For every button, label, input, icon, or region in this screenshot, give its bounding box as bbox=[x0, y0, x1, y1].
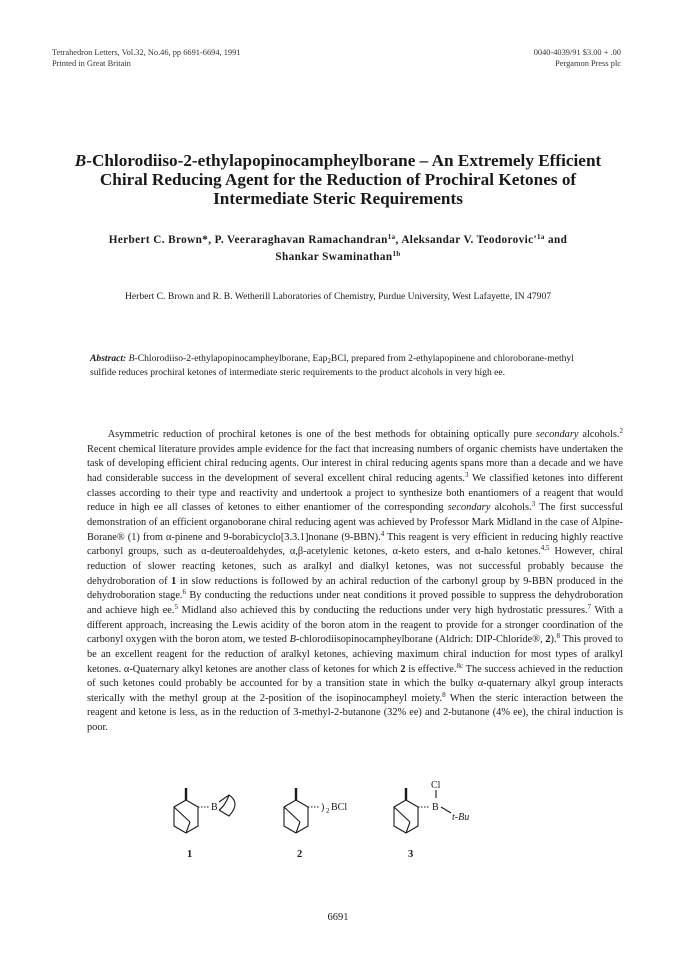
abstract bbox=[90, 352, 590, 381]
body-text: ). bbox=[550, 634, 557, 646]
author-list: Herbert C. Brown*, P. Veeraraghavan Ramachandran$^{1a}$, Aleksandar V. $Teodorovic'^{1a}$ and Shankar Swaminathan$^{1b}$ bbox=[108, 233, 568, 263]
body-italic: B bbox=[289, 634, 296, 646]
compound-label-3: 3 bbox=[408, 849, 414, 860]
body-text: Midland also achieved this by conducting the reductions under very high hydrostatic pressures. bbox=[177, 604, 588, 616]
struct3-boron: B bbox=[432, 802, 439, 813]
struct3-chlorine: Cl bbox=[431, 780, 441, 791]
body-text: When the steric interaction between the reagent and ketone is less, as in the reduction of 3-methyl-2-butanone (32% ee) and 2-butanone (4% ee), the chiral induction is poor. bbox=[87, 692, 624, 734]
body-text: We classified ketones into different classes according to their type and reactivity and undertook a project to synthesize both enantiomers of a reagent that would reduce in high ee all classes of ketones to either enantiomer of the corresponding bbox=[87, 472, 623, 514]
body-text: alcohols. bbox=[578, 429, 620, 440]
structure-1-alpine-borane bbox=[174, 788, 235, 833]
struct1-boron: B bbox=[211, 802, 218, 813]
struct2-bcl: BCl bbox=[331, 802, 348, 813]
compound-label-1: 1 bbox=[187, 849, 193, 860]
ref-sup: 7 bbox=[587, 602, 592, 611]
publisher: Pergamon Press plc bbox=[555, 59, 621, 68]
body-text: alcohols. bbox=[490, 502, 532, 514]
body-paragraph bbox=[87, 428, 623, 736]
body-text: This reagent is very efficient in reducing highly reactive carbonyl groups, such as α-deuteroaldehydes, α,β-acetylenic ketones, α-keto esters, and α-halo ketones. bbox=[87, 531, 624, 558]
printed-note: Printed in Great Britain bbox=[52, 59, 131, 68]
compound-label-2: 2 bbox=[297, 849, 303, 860]
page-number: 6691 bbox=[327, 912, 349, 923]
author-and: and bbox=[548, 234, 568, 246]
structure-2-dip-chloride bbox=[284, 788, 320, 833]
article-title bbox=[50, 151, 626, 208]
body-text: is effective. bbox=[405, 663, 457, 675]
author-3: Aleksandar V. Teodorovic' bbox=[401, 234, 538, 246]
struct2-paren: ) bbox=[321, 802, 325, 813]
structure-3 bbox=[394, 788, 451, 833]
abstract-text-1: -Chlorodiiso-2-ethylapopinocampheylborane, Eap bbox=[134, 353, 328, 364]
body-italic: secondary bbox=[535, 429, 579, 440]
ref-sup: 3 bbox=[531, 500, 536, 509]
ref-sup: 8c bbox=[456, 661, 464, 670]
body-text: The first successful demonstration of an efficient organoborane chiral reducing agent was achieved by Professor Mark Midland in the case of Alpine-Borane® (1) from α-pinene and 9-borabicyclo[3.3.1]nonane (9-BBN). bbox=[87, 502, 624, 543]
author-3-affil: 1a bbox=[537, 233, 545, 241]
struct2-sub: 2 bbox=[326, 807, 330, 815]
ref-sup: 6 bbox=[182, 588, 187, 597]
ref-sup: 2 bbox=[619, 427, 623, 435]
ref-sup: 5 bbox=[174, 602, 178, 611]
ref-sup: 4 bbox=[380, 529, 385, 538]
title-text: -Chlorodiiso-2-ethylapopinocampheylborane – An Extremely Efficient Chiral Reducing Agent for the Reduction of Prochiral Ketones of Intermediate Steric Requirements bbox=[86, 151, 602, 208]
issn-price: 0040-4039/91 $3.00 + .00 bbox=[533, 48, 621, 57]
body-text: in slow reductions is followed by an achiral reduction of the carbonyl group by 9-BBN produced in the dehydroboration stage. bbox=[87, 575, 623, 602]
ref-sup: 8 bbox=[442, 690, 446, 699]
chemical-structures bbox=[0, 780, 676, 858]
abstract-prefix: B bbox=[128, 353, 135, 364]
author-4-affil: 1b bbox=[392, 250, 401, 258]
compound-ref: 1 bbox=[171, 575, 177, 587]
author-4: Shankar Swaminathan bbox=[275, 251, 393, 263]
compound-ref: 2 bbox=[400, 663, 406, 675]
author-2: P. Veeraraghavan Ramachandran bbox=[214, 234, 388, 246]
body-italic: secondary bbox=[447, 502, 491, 514]
ref-sup: 8 bbox=[556, 632, 561, 641]
compound-ref: 2 bbox=[545, 634, 551, 646]
body-text: By conducting the reductions under neat conditions it proved possible to suppress the dehydroboration and achieve high ee. bbox=[87, 590, 623, 616]
abstract-text-2: BCl, prepared from 2-ethylapopinene and chloroborane-methyl sulfide reduces prochiral ketones of intermediate steric requirements to the product alcohols in very high ee. bbox=[90, 353, 574, 379]
ref-sup: 3 bbox=[465, 470, 469, 479]
body-text: With a different approach, increasing the Lewis acidity of the boron atom in the reagent to provide for a stronger coordination of the carbonyl oxygen with the boron atom, we tested bbox=[87, 604, 623, 646]
body-text: Asymmetric reduction of prochiral ketones is one of the best methods for obtaining optically pure bbox=[107, 429, 532, 440]
abstract-label: Abstract: bbox=[90, 353, 127, 364]
affiliation: Herbert C. Brown and R. B. Wetherill Laboratories of Chemistry, Purdue University, West Lafayette, IN 47907 bbox=[124, 291, 552, 302]
body-text: Recent chemical literature provides ample evidence for the fact that increasing numbers of organic chemists have undertaken the task of developing efficient chiral reducing agents. Our interest in chiral reducing agents spans more than a decade and we have had considerable success in the development of several excellent chiral reducing agents. bbox=[87, 443, 623, 484]
body-text: The success achieved in the reduction of such ketones could probably be accounted for by a transition state in which the bulky α-quaternary alkyl group interacts sterically with the methyl group at the 2-position of the isopinocampheyl moiety. bbox=[87, 663, 623, 704]
struct3-tbu: t-Bu bbox=[452, 812, 470, 823]
author-1: Herbert C. Brown*, bbox=[108, 234, 212, 246]
body-text: This proved to be an excellent reagent for the reduction of aralkyl ketones, achieving maximum chiral induction for most types of aralkyl ketones. α-Quaternary alkyl ketones are another class of ketones for which bbox=[87, 634, 624, 675]
journal-citation: Tetrahedron Letters, Vol.32, No.46, pp 6691-6694, 1991 bbox=[52, 48, 241, 57]
body-text: -chlorodiisopinocampheylborane (Aldrich: DIP-Chloride®, bbox=[295, 634, 546, 646]
body-text: However, chiral reduction of slower reacting ketones, such as aralkyl and dialkyl ketones, was not successful probably because the dehydroboration of bbox=[87, 546, 623, 587]
journal-header-left bbox=[52, 47, 240, 69]
author-2-affil: 1a bbox=[387, 233, 396, 241]
journal-header-right bbox=[534, 47, 621, 69]
abstract-subscript: 2 bbox=[327, 357, 331, 365]
ref-sup: 4,5 bbox=[540, 544, 550, 553]
title-prefix: B bbox=[74, 151, 87, 170]
